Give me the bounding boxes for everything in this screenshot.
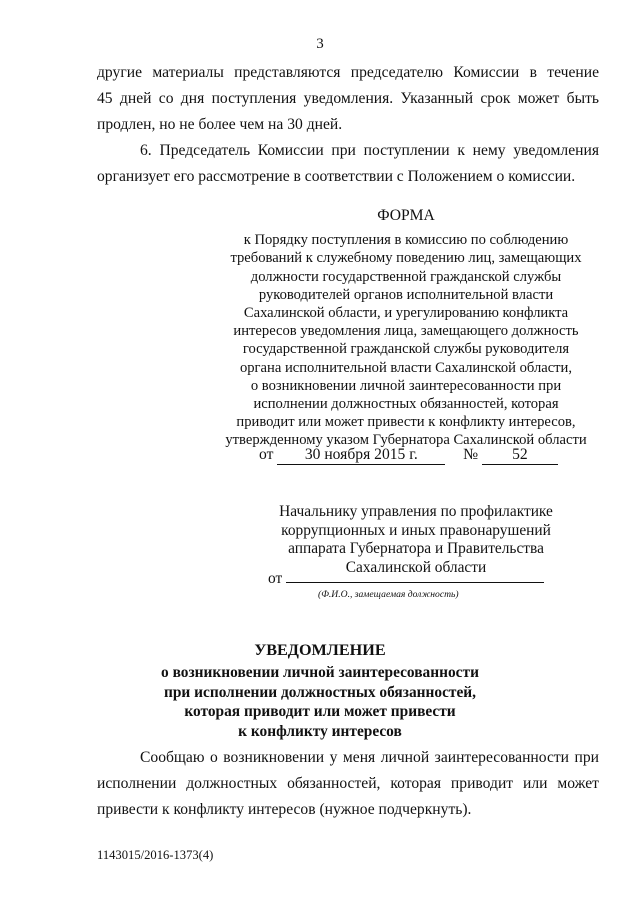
addressee-line: коррупционных и иных правонарушений xyxy=(281,521,551,539)
form-line: приводит или может привести к конфликту интересов, xyxy=(236,414,576,431)
body-line: Сообщаю о возникновении у меня личной заинтересованности при xyxy=(140,749,599,766)
paragraph-6 xyxy=(97,138,599,190)
notice-line: которая приводит или может привести xyxy=(184,703,456,721)
from-label: от xyxy=(268,570,283,587)
number-value: 52 xyxy=(482,446,558,465)
addressee-line: аппарата Губернатора и Правительства xyxy=(288,540,544,558)
paragraph-line: 45 дней со дня поступления уведомления. Указанный срок может быть xyxy=(97,90,599,107)
body-line: исполнении должностных обязанностей, которая приводит или может xyxy=(97,775,599,792)
date-prefix: от xyxy=(259,446,274,463)
paragraph-line: другие материалы представляются председателю Комиссии в течение xyxy=(97,64,599,81)
paragraph-line: продлен, но не более чем на 30 дней. xyxy=(97,116,343,133)
form-line: исполнении должностных обязанностей, которая xyxy=(253,396,559,413)
form-line: Сахалинской области, и урегулированию конфликта xyxy=(243,305,569,322)
paragraph-line: организует его рассмотрение в соответствии с Положением о комиссии. xyxy=(97,168,576,185)
form-line: государственной гражданской службы руководителя xyxy=(242,341,570,358)
form-line: должности государственной гражданской службы xyxy=(250,268,562,285)
form-line: к Порядку поступления в комиссию по соблюдению xyxy=(243,232,569,249)
page-number: 3 xyxy=(316,36,324,52)
body-line: привести к конфликту интересов (нужное подчеркнуть). xyxy=(97,801,472,818)
notice-line: о возникновении личной заинтересованности xyxy=(161,664,479,682)
paragraph-line: 6. Председатель Комиссии при поступлении к нему уведомления xyxy=(140,142,599,159)
addressee-block xyxy=(230,503,602,577)
notice-line: к конфликту интересов xyxy=(238,722,402,740)
notice-line: при исполнении должностных обязанностей, xyxy=(163,683,477,701)
number-label: № xyxy=(463,446,479,463)
from-field xyxy=(268,568,544,588)
form-title: ФОРМА xyxy=(377,207,435,224)
date-value: 30 ноября 2015 г. xyxy=(277,446,445,465)
form-line: утвержденному указом Губернатора Сахалинской области xyxy=(225,432,587,449)
form-line: интересов уведомления лица, замещающего должность xyxy=(233,323,579,340)
addressee-line: Сахалинской области xyxy=(345,558,487,576)
addressee-line: Начальнику управления по профилактике xyxy=(279,503,553,520)
document-id: 1143015/2016-1373(4) xyxy=(97,848,214,862)
notice-title: УВЕДОМЛЕНИЕ xyxy=(254,641,386,659)
form-line: органа исполнительной власти Сахалинской области, xyxy=(239,359,573,376)
form-line: требований к служебному поведению лиц, замещающих xyxy=(230,250,582,267)
from-caption: (Ф.И.О., замещаемая должность) xyxy=(318,589,459,600)
body-paragraph xyxy=(97,745,599,823)
form-header xyxy=(205,207,607,450)
notice-heading xyxy=(0,641,640,741)
from-blank-line xyxy=(286,568,544,583)
form-date-number xyxy=(259,446,558,465)
form-line: руководителей органов исполнительной власти xyxy=(258,286,554,303)
form-line: о возникновении личной заинтересованности при xyxy=(250,377,562,394)
paragraph-top xyxy=(97,60,599,138)
